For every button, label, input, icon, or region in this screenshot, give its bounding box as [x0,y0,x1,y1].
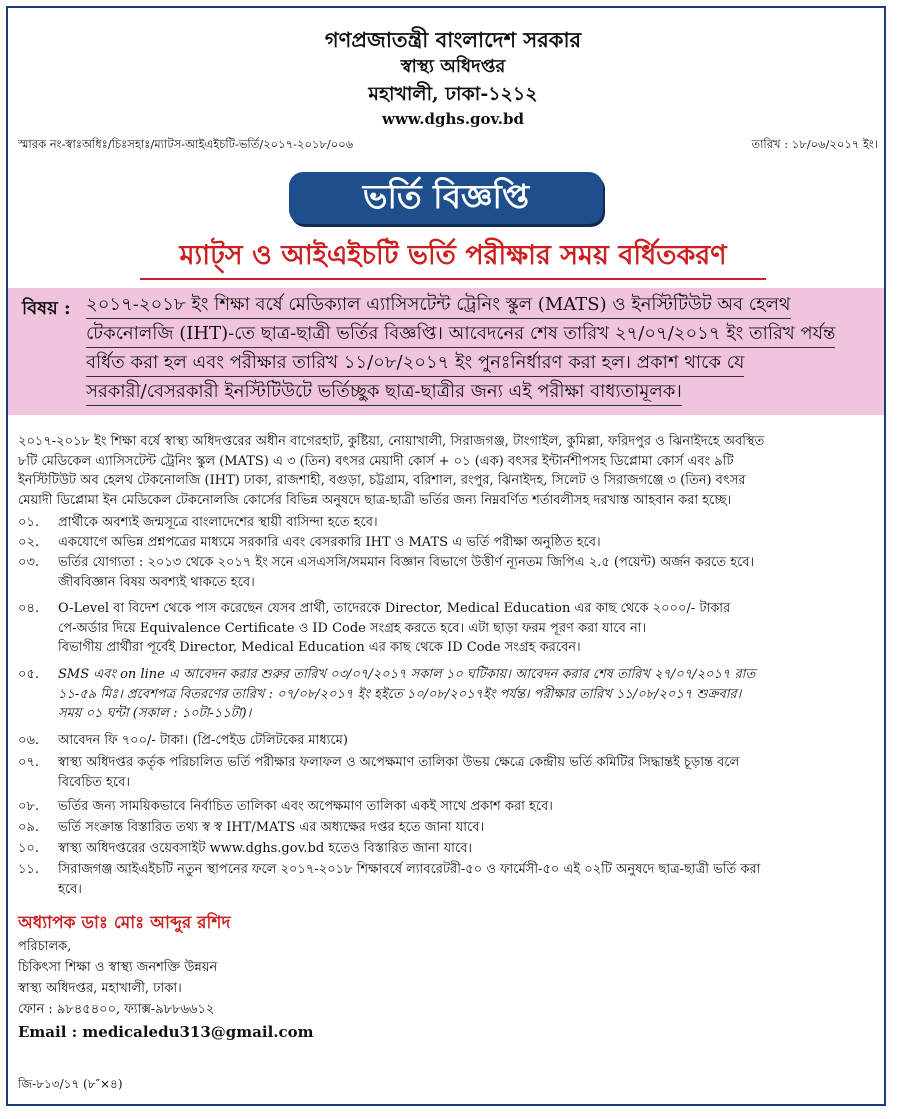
subtitle-underline [140,278,766,280]
item-text: ভর্তি সংক্রান্ত বিস্তারিত তথ্য স্ব স্ব IHT/MATS এর অধ্যক্ষের দপ্তর হতে জানা যাবে। [58,820,485,835]
item-number: ০২. [18,535,40,550]
item-text: ১১-৫৯ মিঃ। প্রবেশপত্র বিতরণের তারিখ : ০৭/০৮/২০১৭ ইং হইতে ১০/০৮/২০১৭ইং পর্যন্ত। পরীক্ষার তারিখ ১১/০৮/২০১৭ শুক্রবার। [58,686,742,702]
subject-line: সরকারী/বেসরকারী ইনস্টিটিউটে ভর্তিচ্ছুক ছাত্র-ছাত্রীর জন্য এই পরীক্ষা বাধ্যতামূলক। [86,379,682,406]
contact-email[interactable]: Email : medicaledu313@gmail.com [18,1023,314,1041]
govt-name: গণপ্রজাতন্ত্রী বাংলাদেশ সরকার [324,27,582,52]
item-text: SMS এবং on line এ আবেদন করার শুরুর তারিখ ০৩/০৭/২০১৭ সকাল ১০ ঘটিকায়। আবেদন করার শেষ তারিখ ২৭/০৭/২০১৭ রাত [58,667,756,682]
item-text: হবে। [58,881,82,897]
print-code: জি-৮১৩/১৭ (৮″×৪) [18,1077,123,1091]
item-text: প্রার্থীকে অবশ্যই জন্মসূত্রে বাংলাদেশের স্থায়ী বাসিন্দা হতে হবে। [58,515,378,530]
item-text: ভর্তির যোগ্যতা : ২০১৩ থেকে ২০১৭ ইং সনে এসএসসি/সমমান বিজ্ঞান বিভাগে উত্তীর্ণ ন্যূনতম জিপিএ ২.৫ (পয়েন্ট) অর্জন করতে হবে। [58,555,755,570]
intro-line: ২০১৭-২০১৮ ইং শিক্ষা বর্ষে স্বাস্থ্য অধিদপ্তরের অধীন বাগেরহাট, কুষ্টিয়া, নোয়াখালী, সিরাজগঞ্জ, টাংগাইল, কুমিল্লা, ফরিদপুর ও ঝিনাইদহে অবস্থিত [18,434,765,449]
subject-line: টেকনোলজি (IHT)-তে ছাত্র-ছাত্রী ভর্তির বিজ্ঞপ্তি। আবেদনের শেষ তারিখ ২৭/০৭/২০১৭ ইং তারিখ পর্যন্ত [86,321,835,348]
item-text: স্বাস্থ্য অধিদপ্তরের ওয়েবসাইট www.dghs.gov.bd হতেও বিস্তারিত জানা যাবে। [58,841,473,856]
signatory-office: স্বাস্থ্য অধিদপ্তর, মহাখালী, ঢাকা। [18,981,182,996]
item-number: ০৩. [18,555,40,570]
item-number: ০১. [18,515,40,530]
intro-line: ৮টি মেডিকেল এ্যাসিসটেন্ট ট্রেনিং স্কুল (MATS) এ ৩ (তিন) বৎসর মেয়াদী কোর্স + ০১ (এক) বৎসর ইন্টার্নশীপসহ ডিপ্লোমা কোর্স এবং ৯টি [18,453,734,469]
item-text: আবেদন ফি ৭০০/- টাকা। (প্রি-পেইড টেলিটকের মাধ্যমে) [58,733,348,748]
item-text: স্বাস্থ্য অধিদপ্তর কর্তৃক পরিচালিত ভর্তি পরীক্ষার ফলাফল ও অপেক্ষমাণ তালিকা উভয় ক্ষেত্রে কেন্দ্রীয় ভর্তি কমিটির সিদ্ধান্তই চূড়ান্ত বলে [58,755,740,770]
item-text: বিবেচিত হবে। [58,774,130,790]
item-number: ১১. [18,862,40,877]
contact-phone: ফোন : ৯৮৪৫৪০০, ফ্যাক্স-৯৮৮৬৬১২ [18,1002,215,1017]
item-number: ০৪. [18,601,40,616]
item-number: ০৬. [18,733,40,748]
office-address: মহাখালী, ঢাকা-১২১২ [368,83,538,105]
memo-date: তারিখ : ১৮/০৬/২০১৭ ইং। [751,137,878,151]
intro-line: ইনস্টিটিউট অব হেলথ টেকনোলজি (IHT) ঢাকা, রাজশাহী, বগুড়া, চট্টগ্রাম, বরিশাল, রংপুর, ঝিনাইদহ, সিলেট ও সিরাজগঞ্জে ৩ (তিন) বৎসর [18,473,746,488]
signatory-department: চিকিৎসা শিক্ষা ও স্বাস্থ্য জনশক্তি উন্নয়ন [18,960,218,975]
item-text: ভর্তির জন্য সাময়িকভাবে নির্বাচিত তালিকা এবং অপেক্ষমাণ তালিকা একই সাথে প্রকাশ করা হবে। [58,799,553,814]
signatory-name: অধ্যাপক ডাঃ মোঃ আব্দুর রশিদ [18,913,231,933]
item-number: ০৯. [18,820,40,835]
item-text: সময় ০১ ঘন্টা (সকাল : ১০টা-১১টা)। [58,706,252,721]
item-text: একযোগে অভিন্ন প্রশ্নপত্রের মাধ্যমে সরকারি এবং বেসরকারি IHT ও MATS এ ভর্তি পরীক্ষা অনুষ্ঠিত হবে। [58,535,601,550]
admission-notice-badge: ভর্তি বিজ্ঞপ্তি [289,172,603,224]
website-link[interactable]: www.dghs.gov.bd [382,110,524,128]
item-text: বিভাগীয় প্রার্থীরা পূর্বেই Director, Medical Education এর কাছ থেকে ID Code সংগ্রহ করবেন। [58,640,581,655]
subject-box [8,288,884,415]
subject-line: বর্ধিত করা হল এবং পরীক্ষার তারিখ ১১/০৮/২০১৭ ইং পুনঃনির্ধারণ করা হল। প্রকাশ থাকে যে [86,350,744,377]
intro-line: মেয়াদী ডিপ্লোমা ইন মেডিকেল টেকনোলজি কোর্সের বিভিন্ন অনুষদে ছাত্র-ছাত্রী ভর্তির জন্য নিম্নবর্ণিত শর্তাবলীসহ দরখাস্ত আহবান করা হচ্ছে। [18,492,732,508]
item-text: সিরাজগঞ্জ আইএইচটি নতুন স্থাপনের ফলে ২০১৭-২০১৮ শিক্ষাবর্ষে ল্যাবরেটরী-৫০ ও ফার্মেসী-৫০ এই ০২টি অনুষদে ছাত্র-ছাত্রী ভর্তি করা [58,862,761,877]
item-text: পে-অর্ডার দিয়ে Equivalence Certificate ও ID Code সংগ্রহ করতে হবে। এটা ছাড়া ফরম পূরণ করা যাবে না। [58,620,647,636]
signatory-title: পরিচালক, [18,939,72,954]
item-text: জীববিজ্ঞান বিষয় অবশ্যই থাকতে হবে। [58,574,255,590]
memo-reference: স্মারক নং-স্বাঃঅধিঃ/চিঃসহাঃ/ম্যাটস-আইএইচটি-ভর্তি/২০১৭-২০১৮/০০৬ [18,137,354,151]
notice-subtitle: ম্যাট্স ও আইএইচটি ভর্তি পরীক্ষার সময় বর্ধিতকরণ [179,240,727,271]
item-number: ১০. [18,841,40,856]
item-number: ০৮. [18,799,40,814]
intro-paragraph [18,432,878,510]
subject-line: ২০১৭-২০১৮ ইং শিক্ষা বর্ষে মেডিক্যাল এ্যাসিসটেন্ট ট্রেনিং স্কুল (MATS) ও ইনস্টিটিউট অব হেলথ [86,292,791,319]
item-number: ০৫. [18,667,40,682]
department-name: স্বাস্থ্য অধিদপ্তর [400,56,506,77]
signature-block [18,910,518,1044]
item-number: ০৭. [18,755,40,770]
letterhead [0,26,906,130]
memo-row [18,136,878,154]
item-text: O-Level বা বিদেশ থেকে পাস করেছেন যেসব প্রার্থী, তাদেরকে Director, Medical Education এর কাছ থেকে ২০০০/- টাকার [58,601,731,616]
subject-label: বিষয় : [22,298,71,319]
